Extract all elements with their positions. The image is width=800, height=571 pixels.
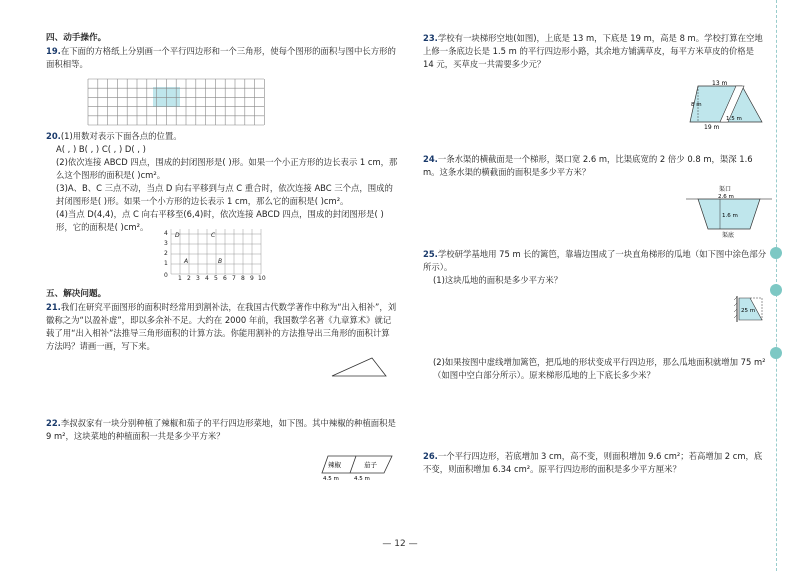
binding-hole bbox=[770, 284, 782, 296]
q21-triangle bbox=[328, 355, 390, 380]
label-eggplant: 茄子 bbox=[364, 461, 377, 469]
x-tick: 4 bbox=[205, 275, 209, 282]
dim2: 4.5 m bbox=[354, 476, 370, 482]
bottom-label: 渠底 bbox=[722, 232, 735, 239]
q22-num: 22. bbox=[46, 418, 61, 428]
binding-hole bbox=[770, 247, 782, 259]
x-tick: 8 bbox=[241, 275, 245, 282]
section4-title: 四、动手操作。 bbox=[46, 33, 107, 43]
mouth-width: 2.6 m bbox=[718, 194, 734, 200]
bottom-label: 19 m bbox=[704, 124, 720, 130]
x-tick: 2 bbox=[187, 275, 191, 282]
path-label: 1.5 m bbox=[726, 116, 742, 122]
x-tick: 3 bbox=[196, 275, 200, 282]
q19-grid-lines bbox=[88, 79, 264, 125]
y-tick: 3 bbox=[164, 240, 168, 247]
q19-text: 在下面的方格纸上分别画一个平行四边形和一个三角形，使每个图形的面积与图中长方形的面积相等。 bbox=[46, 46, 396, 70]
section5-title: 五、解决问题。 bbox=[46, 289, 107, 299]
q24-block bbox=[423, 153, 768, 179]
x-tick: 6 bbox=[223, 275, 227, 282]
q20-line3: (2)依次连接 ABCD 四点，围成的封闭图形是( )形。如果一个小正方形的边长表示 1 cm，那么这个图形的面积是( )cm²。 bbox=[56, 157, 398, 181]
x-tick: 10 bbox=[258, 275, 266, 282]
q23-figure bbox=[684, 80, 774, 130]
q25-sub2: (2)如果按图中虚线增加篱笆，把瓜地的形状变成平行四边形，那么瓜地面积就增加 75 m²（如图中空白部分所示）。原来梯形瓜地的上下底长多少米？ bbox=[433, 357, 766, 381]
q20-block bbox=[46, 130, 398, 234]
point-c: C bbox=[211, 232, 216, 239]
q20-line1: (1)用数对表示下面各点的位置。 bbox=[60, 131, 182, 141]
q21-num: 21. bbox=[46, 302, 61, 313]
point-b: B bbox=[218, 258, 223, 265]
page-number: — 12 — bbox=[382, 539, 418, 549]
binding-hole bbox=[770, 347, 782, 359]
point-a: A bbox=[184, 258, 189, 265]
q26-num: 26. bbox=[423, 451, 438, 461]
x-tick: 7 bbox=[232, 275, 236, 282]
x-tick: 1 bbox=[178, 275, 182, 282]
q20-line2[interactable]: A( , ) B( , ) C( , ) D( , ) bbox=[56, 144, 146, 155]
point-d: D bbox=[175, 232, 180, 239]
q20-coord-grid bbox=[162, 224, 272, 282]
label-pepper: 辣椒 bbox=[328, 461, 341, 469]
dim-label: 25 m bbox=[741, 308, 756, 314]
top-label: 13 m bbox=[712, 80, 728, 87]
dim1: 4.5 m bbox=[323, 476, 339, 482]
q24-num: 24. bbox=[423, 154, 438, 164]
q25-text: 学校研学基地用 75 m 长的篱笆，靠墙边围成了一块直角梯形的瓜地（如下图中涂色部分所示）。 bbox=[423, 249, 767, 273]
q22-text: 李叔叔家有一块分别种植了辣椒和茄子的平行四边形菜地，如下图。其中辣椒的种植面积是 9 m²，这块菜地的种植面积一共是多少平方米？ bbox=[46, 418, 396, 442]
q19 bbox=[46, 45, 398, 71]
y-tick: 2 bbox=[164, 250, 168, 257]
q23-text: 学校有一块梯形空地(如图)，上底是 13 m，下底是 19 m，高是 8 m。学校打算在空地上修一条底边长是 1.5 m 的平行四边形小路，其余地方铺满草皮，每平方米草皮的价格是 14 元，买草皮一共需要多少元？ bbox=[423, 33, 763, 70]
x-tick: 9 bbox=[250, 275, 254, 282]
q21-text: 我们在研究平面图形的面积时经常用到割补法，在我国古代数学著作中称为“出入相补”，刘徽称之为“以盈补虚”，即以多余补不足。大约在 2000 年前，我国数学名著《九章算术》就记载了用“出入相补”法推导三角形面积的计算方法。你能用割补的方法推导出三角形的面积计算方法吗？请画一画，写下来。 bbox=[46, 302, 397, 352]
q25-sub2-block bbox=[423, 356, 768, 382]
q19-num: 19. bbox=[46, 46, 61, 57]
q19-grid[interactable] bbox=[87, 78, 267, 126]
q22-figure bbox=[320, 452, 396, 482]
depth-label: 1.6 m bbox=[722, 213, 738, 219]
q25-sub1: (1)这块瓜地的面积是多少平方米？ bbox=[433, 275, 563, 286]
q23-num: 23. bbox=[423, 33, 438, 43]
q24-text: 一条水渠的横截面是一个梯形，渠口宽 2.6 m，比渠底宽的 2 倍少 0.8 m，渠深 1.6 m。这条水渠的横截面的面积是多少平方米？ bbox=[423, 154, 753, 178]
y-tick: 1 bbox=[164, 260, 168, 267]
q23-block bbox=[423, 32, 763, 71]
origin-label: 0 bbox=[164, 272, 168, 279]
q26-text: 一个平行四边形，若底增加 3 cm，高不变，则面积增加 9.6 cm²；若高增加 2 cm，底不变，则面积增加 6.34 cm²。原平行四边形的面积是多少平方厘米？ bbox=[423, 451, 763, 475]
mouth-label: 渠口 bbox=[719, 186, 732, 193]
height-label: 8 m bbox=[691, 102, 702, 108]
section5-block bbox=[46, 288, 398, 353]
q24-figure bbox=[686, 183, 772, 241]
q26-block bbox=[423, 450, 768, 476]
q20-num: 20. bbox=[46, 131, 61, 141]
x-tick: 5 bbox=[214, 275, 218, 282]
left-column bbox=[46, 32, 398, 71]
q20-line5: (4)当点 D(4,4)，点 C 向右平移至(6,4)时，依次连接 ABCD 四点，围成的封闭图形是( )形，它的面积是( )cm²。 bbox=[56, 209, 384, 233]
q20-line4: (3)A、B、C 三点不动，当点 D 向右平移到与点 C 重合时，依次连接 ABC 三个点，围成的封闭图形是( )形。如果一个小方形的边长表示 1 cm，那么它的面积是( )cm²。 bbox=[56, 183, 393, 207]
q25-figure bbox=[734, 294, 768, 324]
q25-num: 25. bbox=[423, 249, 438, 259]
q25-block bbox=[423, 248, 768, 287]
y-tick: 4 bbox=[164, 230, 168, 237]
q22-block bbox=[46, 417, 398, 443]
